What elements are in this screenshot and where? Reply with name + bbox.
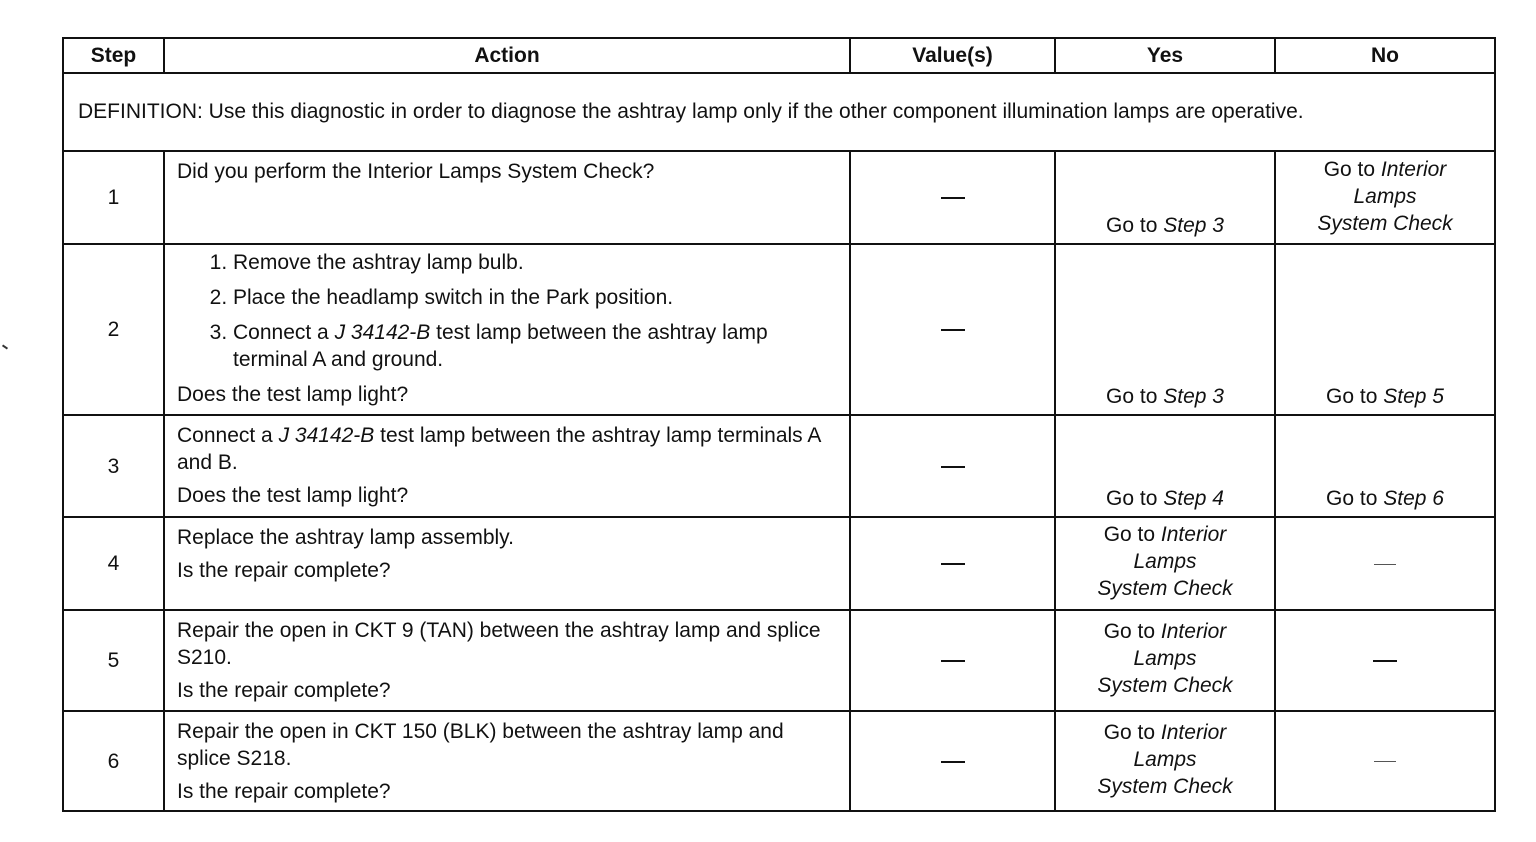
header-action: Action bbox=[164, 38, 850, 73]
yes-prefix: Go to bbox=[1103, 523, 1156, 546]
action-cell bbox=[164, 151, 850, 244]
value-dash bbox=[941, 563, 965, 565]
action-text: Repair the open in CKT 9 (TAN) between the ashtray lamp and splice S210. bbox=[177, 619, 821, 669]
yes-target-link[interactable]: Interior bbox=[1160, 523, 1227, 546]
yes-target-link[interactable]: Step 4 bbox=[1163, 487, 1224, 510]
value-cell bbox=[850, 244, 1055, 415]
no-cell bbox=[1275, 517, 1495, 610]
header-step: Step bbox=[63, 38, 164, 73]
value-cell bbox=[850, 610, 1055, 711]
step-number: 2 bbox=[63, 244, 164, 415]
yes-prefix: Go to bbox=[1106, 385, 1158, 408]
yes-target-link-line2[interactable]: Lamps bbox=[1133, 550, 1197, 573]
yes-cell[interactable] bbox=[1055, 244, 1275, 415]
no-cell[interactable] bbox=[1275, 415, 1495, 517]
action-text-part: Connect a bbox=[177, 424, 279, 447]
yes-target-link[interactable]: Interior bbox=[1160, 620, 1227, 643]
substep-item: 2. Place the headlamp switch in the Park position. bbox=[233, 284, 837, 311]
value-cell bbox=[850, 517, 1055, 610]
yes-target-link-line2[interactable]: Lamps bbox=[1133, 647, 1197, 670]
yes-target-link-line3[interactable]: System Check bbox=[1097, 577, 1233, 600]
value-cell bbox=[850, 151, 1055, 244]
header-no: No bbox=[1275, 38, 1495, 73]
value-cell bbox=[850, 711, 1055, 811]
step-number: 5 bbox=[63, 610, 164, 711]
no-cell[interactable] bbox=[1275, 244, 1495, 415]
diagnostic-table bbox=[62, 37, 1496, 812]
definition-text: DEFINITION: Use this diagnostic in order to diagnose the ashtray lamp only if the other component illumination lamps are operative. bbox=[63, 73, 1495, 151]
table-row bbox=[63, 610, 1495, 711]
table-row bbox=[63, 415, 1495, 517]
no-target-link-line3[interactable]: System Check bbox=[1317, 212, 1453, 235]
yes-cell[interactable] bbox=[1055, 151, 1275, 244]
question-text: Is the repair complete? bbox=[177, 780, 391, 803]
header-values: Value(s) bbox=[850, 38, 1055, 73]
yes-cell[interactable] bbox=[1055, 610, 1275, 711]
no-cell[interactable] bbox=[1275, 151, 1495, 244]
step-number: 3 bbox=[63, 415, 164, 517]
yes-cell[interactable] bbox=[1055, 415, 1275, 517]
yes-target-link-line2[interactable]: Lamps bbox=[1133, 747, 1197, 771]
substep-text: test lamp between the ashtray lamp terminal A and ground. bbox=[233, 321, 768, 371]
header-yes: Yes bbox=[1055, 38, 1275, 73]
yes-target-link[interactable]: Step 3 bbox=[1163, 385, 1224, 408]
no-dash bbox=[1374, 564, 1396, 565]
action-cell bbox=[164, 415, 850, 517]
no-cell bbox=[1275, 711, 1495, 811]
action-cell bbox=[164, 244, 850, 415]
header-row bbox=[63, 38, 1495, 73]
value-dash bbox=[941, 329, 965, 331]
tool-name: J 34142-B bbox=[334, 321, 431, 344]
table-row bbox=[63, 517, 1495, 610]
no-prefix: Go to bbox=[1326, 385, 1378, 408]
yes-cell[interactable] bbox=[1055, 517, 1275, 610]
yes-target-link[interactable]: Step 3 bbox=[1163, 214, 1224, 237]
yes-target-link[interactable]: Interior bbox=[1160, 720, 1227, 744]
action-text: Replace the ashtray lamp assembly. bbox=[177, 526, 514, 549]
no-target-link[interactable]: Step 5 bbox=[1383, 385, 1444, 408]
no-cell bbox=[1275, 610, 1495, 711]
question-text: Does the test lamp light? bbox=[177, 383, 409, 406]
step-number: 4 bbox=[63, 517, 164, 610]
no-prefix: Go to bbox=[1323, 158, 1376, 181]
substep-item bbox=[233, 319, 837, 373]
value-dash bbox=[941, 466, 965, 468]
no-dash bbox=[1374, 761, 1396, 762]
step-number: 1 bbox=[63, 151, 164, 244]
scan-mark bbox=[2, 344, 8, 349]
substep-item: 1. Remove the ashtray lamp bulb. bbox=[233, 249, 837, 276]
yes-prefix: Go to bbox=[1106, 214, 1158, 237]
yes-prefix: Go to bbox=[1103, 720, 1156, 744]
no-target-link[interactable]: Interior bbox=[1380, 158, 1447, 181]
yes-target-link-line3[interactable]: System Check bbox=[1097, 774, 1233, 798]
no-target-link[interactable]: Step 6 bbox=[1383, 487, 1444, 510]
yes-prefix: Go to bbox=[1103, 620, 1156, 643]
tool-name: J 34142-B bbox=[278, 424, 375, 447]
question-text: Is the repair complete? bbox=[177, 559, 391, 582]
yes-target-link-line3[interactable]: System Check bbox=[1097, 674, 1233, 697]
question-text: Does the test lamp light? bbox=[177, 484, 409, 507]
yes-cell[interactable] bbox=[1055, 711, 1275, 811]
action-cell bbox=[164, 517, 850, 610]
action-cell bbox=[164, 711, 850, 811]
action-cell bbox=[164, 610, 850, 711]
substep-list bbox=[177, 249, 837, 373]
step-number: 6 bbox=[63, 711, 164, 811]
definition-row bbox=[63, 73, 1495, 151]
table-row bbox=[63, 151, 1495, 244]
table-row bbox=[63, 711, 1495, 811]
action-text bbox=[177, 422, 837, 476]
table-row bbox=[63, 244, 1495, 415]
value-cell bbox=[850, 415, 1055, 517]
question-text: Is the repair complete? bbox=[177, 679, 391, 702]
no-dash bbox=[1373, 660, 1397, 662]
yes-prefix: Go to bbox=[1106, 487, 1158, 510]
action-text: Repair the open in CKT 150 (BLK) between the ashtray lamp and splice S218. bbox=[177, 720, 784, 770]
no-target-link-line2[interactable]: Lamps bbox=[1353, 185, 1417, 208]
substep-text: Connect a bbox=[233, 321, 335, 344]
value-dash bbox=[941, 761, 965, 763]
value-dash bbox=[941, 197, 965, 199]
no-prefix: Go to bbox=[1326, 487, 1378, 510]
value-dash bbox=[941, 660, 965, 662]
action-text-part: test lamp between the ashtray lamp terminals A and B. bbox=[177, 424, 821, 474]
action-text: Did you perform the Interior Lamps System Check? bbox=[177, 160, 655, 183]
